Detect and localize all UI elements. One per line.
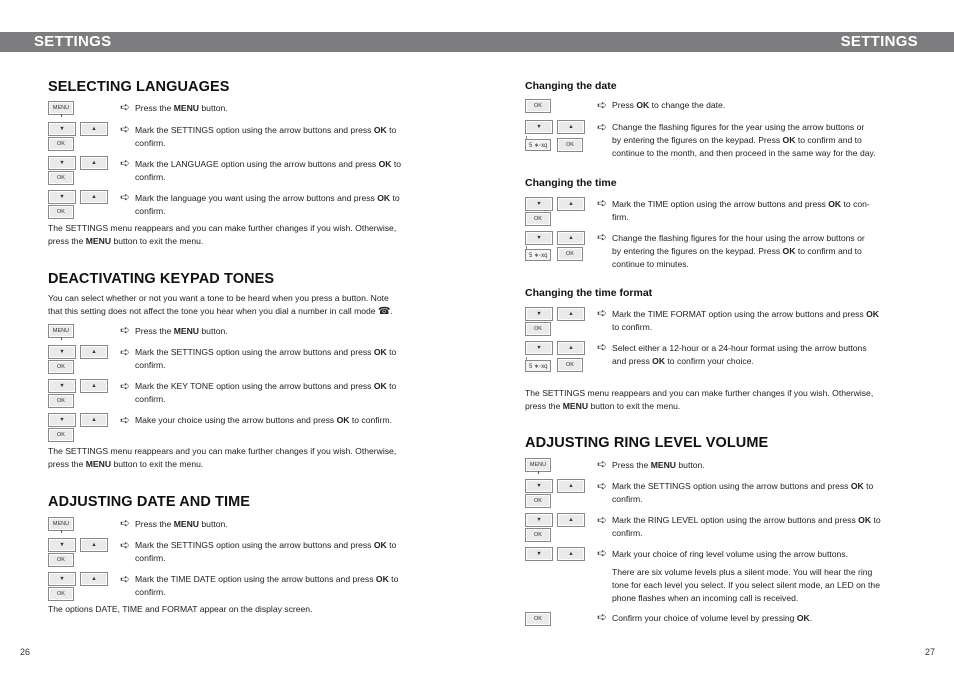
step-arrow-icon: ➪ bbox=[597, 546, 608, 560]
down-arrow-key: ▼ bbox=[525, 307, 553, 321]
down-arrow-key: ▼ bbox=[48, 190, 76, 204]
up-arrow-key: ▲ bbox=[557, 547, 585, 561]
ok-key: OK bbox=[48, 137, 74, 151]
up-arrow-key: ▲ bbox=[80, 413, 108, 427]
step-text: Mark the TIME option using the arrow buttons and press OK to con- firm. bbox=[612, 199, 870, 222]
step-arrow-icon: ➪ bbox=[597, 306, 608, 320]
subsection-title-format: Changing the time format bbox=[525, 287, 653, 299]
step-arrow-icon: ➪ bbox=[597, 196, 608, 210]
menu-key: MENU bbox=[48, 101, 74, 115]
step-text: Mark the SETTINGS option using the arrow buttons and press OK to confirm. bbox=[612, 481, 874, 504]
ok-key: OK bbox=[557, 358, 583, 372]
step-text: Press the MENU button. bbox=[612, 460, 705, 470]
ok-key: OK bbox=[525, 528, 551, 542]
keypad-icon: 5 ∗◦xq bbox=[525, 249, 551, 261]
step-text: Change the flashing figures for the year using the arrow buttons or by entering the figures on the keypad. Press OK to confirm and to continue to the month, and then proceed in the same way for the day. bbox=[612, 122, 876, 158]
up-arrow-key: ▲ bbox=[80, 572, 108, 586]
down-arrow-key: ▼ bbox=[48, 413, 76, 427]
ok-key: OK bbox=[48, 171, 74, 185]
step-text: Change the flashing figures for the hour using the arrow buttons or by entering the figures on the keypad. Press OK to confirm and to continue to minutes. bbox=[612, 233, 865, 269]
menu-key: MENU bbox=[525, 458, 551, 472]
step-text: Mark the SETTINGS option using the arrow buttons and press OK to confirm. bbox=[135, 125, 397, 148]
ok-key: OK bbox=[48, 553, 74, 567]
step-arrow-icon: ➪ bbox=[120, 572, 131, 586]
step-arrow-icon: ➪ bbox=[597, 457, 608, 471]
section-title-keypad-tones: DEACTIVATING KEYPAD TONES bbox=[48, 271, 275, 287]
ok-key: OK bbox=[48, 394, 74, 408]
section-title-ring-level: ADJUSTING RING LEVEL VOLUME bbox=[525, 435, 769, 451]
down-arrow-key: ▼ bbox=[48, 379, 76, 393]
up-arrow-key: ▲ bbox=[80, 345, 108, 359]
down-arrow-key: ▼ bbox=[525, 479, 553, 493]
ok-key: OK bbox=[525, 494, 551, 508]
ok-key: OK bbox=[48, 428, 74, 442]
ok-key: OK bbox=[557, 247, 583, 261]
step-arrow-icon: ➪ bbox=[120, 100, 131, 114]
step-arrow-icon: ➪ bbox=[597, 120, 608, 134]
ok-key: OK bbox=[48, 360, 74, 374]
up-arrow-key: ▲ bbox=[80, 122, 108, 136]
header-title-left: SETTINGS bbox=[34, 33, 112, 50]
step-arrow-icon: ➪ bbox=[120, 190, 131, 204]
paragraph: You can select whether or not you want a tone to be heard when you press a button. Note that this setting does not affect the tone you hear when you dial a number in call mode ☎. bbox=[48, 293, 393, 317]
down-arrow-key: ▼ bbox=[48, 572, 76, 586]
step-arrow-icon: ➪ bbox=[597, 513, 608, 527]
step-arrow-icon: ➪ bbox=[597, 98, 608, 112]
ok-key: OK bbox=[48, 587, 74, 601]
up-arrow-key: ▲ bbox=[80, 538, 108, 552]
step-text: Press the MENU button. bbox=[135, 103, 228, 113]
header-title-right: SETTINGS bbox=[840, 33, 918, 50]
up-arrow-key: ▲ bbox=[557, 307, 585, 321]
step-text: Mark the SETTINGS option using the arrow buttons and press OK to confirm. bbox=[135, 540, 397, 563]
page-number-right: 27 bbox=[925, 647, 936, 657]
up-arrow-key: ▲ bbox=[557, 231, 585, 245]
up-arrow-key: ▲ bbox=[557, 120, 585, 134]
up-arrow-key: ▲ bbox=[80, 379, 108, 393]
step-text: Make your choice using the arrow buttons and press OK to confirm. bbox=[135, 415, 392, 425]
down-arrow-key: ▼ bbox=[525, 197, 553, 211]
step-text: Select either a 12-hour or a 24-hour format using the arrow buttons and press OK to confirm your choice. bbox=[612, 343, 867, 366]
step-arrow-icon: ➪ bbox=[120, 156, 131, 170]
down-arrow-key: ▼ bbox=[525, 547, 553, 561]
ok-key: OK bbox=[48, 205, 74, 219]
subsection-title-date: Changing the date bbox=[525, 80, 617, 92]
step-arrow-icon: ➪ bbox=[120, 323, 131, 337]
step-text: Mark the RING LEVEL option using the arrow buttons and press OK to confirm. bbox=[612, 515, 881, 538]
step-text: Mark the LANGUAGE option using the arrow buttons and press OK to confirm. bbox=[135, 159, 402, 182]
step-arrow-icon: ➪ bbox=[597, 340, 608, 354]
step-arrow-icon: ➪ bbox=[120, 413, 131, 427]
step-text: Mark the language you want using the arrow buttons and press OK to confirm. bbox=[135, 193, 400, 216]
ok-key: OK bbox=[525, 322, 551, 336]
step-arrow-icon: ➪ bbox=[597, 610, 608, 624]
down-arrow-key: ▼ bbox=[525, 341, 553, 355]
down-arrow-key: ▼ bbox=[48, 122, 76, 136]
paragraph: The options DATE, TIME and FORMAT appear on the display screen. bbox=[48, 604, 313, 614]
section-title-date-time: ADJUSTING DATE AND TIME bbox=[48, 494, 251, 510]
keypad-icon: 5 ∗◦xq bbox=[525, 360, 551, 372]
up-arrow-key: ▲ bbox=[557, 513, 585, 527]
step-text: Mark the TIME FORMAT option using the arrow buttons and press OK to confirm. bbox=[612, 309, 879, 332]
paragraph: The SETTINGS menu reappears and you can make further changes if you wish. Otherwise, press the MENU button to exit the menu. bbox=[525, 388, 874, 411]
section-title-selecting-languages: SELECTING LANGUAGES bbox=[48, 79, 230, 95]
step-arrow-icon: ➪ bbox=[120, 122, 131, 136]
ok-key: OK bbox=[525, 99, 551, 113]
step-text: Mark the SETTINGS option using the arrow buttons and press OK to confirm. bbox=[135, 347, 397, 370]
paragraph: The SETTINGS menu reappears and you can make further changes if you wish. Otherwise, press the MENU button to exit the menu. bbox=[48, 223, 397, 246]
down-arrow-key: ▼ bbox=[48, 156, 76, 170]
up-arrow-key: ▲ bbox=[557, 479, 585, 493]
step-text: Mark the TIME DATE option using the arrow buttons and press OK to confirm. bbox=[135, 574, 399, 597]
page-number-left: 26 bbox=[20, 647, 31, 657]
up-arrow-key: ▲ bbox=[80, 190, 108, 204]
step-arrow-icon: ➪ bbox=[120, 345, 131, 359]
down-arrow-key: ▼ bbox=[525, 513, 553, 527]
step-text: Mark the KEY TONE option using the arrow buttons and press OK to confirm. bbox=[135, 381, 397, 404]
step-arrow-icon: ➪ bbox=[597, 479, 608, 493]
ok-key: OK bbox=[525, 612, 551, 626]
step-arrow-icon: ➪ bbox=[120, 516, 131, 530]
down-arrow-key: ▼ bbox=[48, 345, 76, 359]
keypad-icon: 5 ∗◦xq bbox=[525, 139, 551, 151]
menu-key: MENU bbox=[48, 517, 74, 531]
paragraph: The SETTINGS menu reappears and you can make further changes if you wish. Otherwise, press the MENU button to exit the menu. bbox=[48, 446, 397, 469]
step-text: Confirm your choice of volume level by pressing OK. bbox=[612, 613, 813, 623]
paragraph: There are six volume levels plus a silent mode. You will hear the ring tone for each level you select. If you select silent mode, an LED on the phone flashes when an incoming call is received. bbox=[612, 567, 880, 603]
up-arrow-key: ▲ bbox=[557, 197, 585, 211]
menu-key: MENU bbox=[48, 324, 74, 338]
step-arrow-icon: ➪ bbox=[120, 379, 131, 393]
phone-icon: ☎ bbox=[377, 306, 391, 317]
subsection-title-time: Changing the time bbox=[525, 177, 617, 189]
down-arrow-key: ▼ bbox=[525, 120, 553, 134]
header-bar bbox=[0, 32, 954, 52]
step-text: Mark your choice of ring level volume using the arrow buttons. bbox=[612, 549, 848, 559]
step-text: Press the MENU button. bbox=[135, 326, 228, 336]
down-arrow-key: ▼ bbox=[525, 231, 553, 245]
up-arrow-key: ▲ bbox=[557, 341, 585, 355]
up-arrow-key: ▲ bbox=[80, 156, 108, 170]
ok-key: OK bbox=[557, 138, 583, 152]
ok-key: OK bbox=[525, 212, 551, 226]
step-arrow-icon: ➪ bbox=[597, 230, 608, 244]
step-arrow-icon: ➪ bbox=[120, 538, 131, 552]
step-text: Press OK to change the date. bbox=[612, 100, 726, 110]
step-text: Press the MENU button. bbox=[135, 519, 228, 529]
down-arrow-key: ▼ bbox=[48, 538, 76, 552]
